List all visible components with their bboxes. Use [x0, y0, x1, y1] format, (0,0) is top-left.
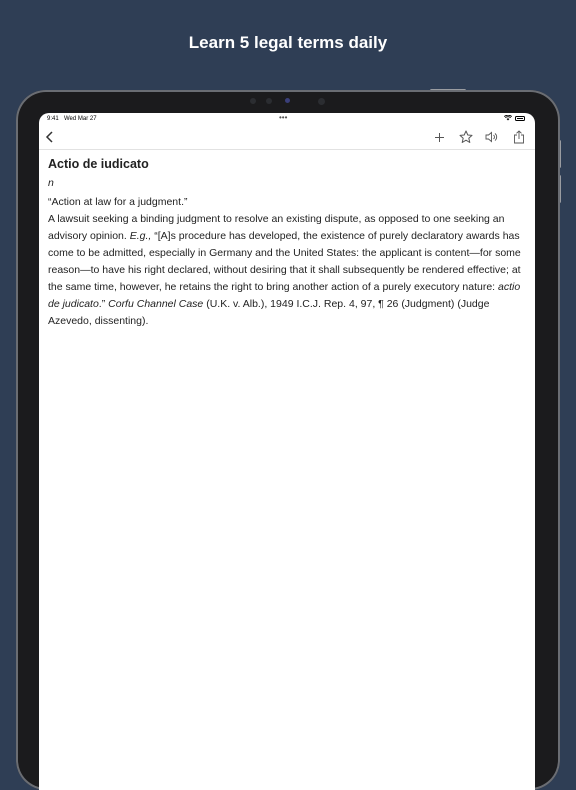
battery-icon [515, 116, 525, 121]
case-name: Corfu Channel Case [108, 298, 204, 310]
entry-content [39, 150, 535, 330]
sensor-dot [318, 98, 325, 105]
body-text-segment: “[A]s procedure has developed, the existence of purely declaratory awards has come to be admitted, especially in Germany and the United States: the applicant is content—for some reason—to have his right declared, without desiring that it shall subsequently be rendered effective; at the same time, however, he retains the right to bring another action of a purely executory nature: [48, 230, 521, 293]
entry-definition: “Action at law for a judgment.” [48, 196, 188, 208]
italic-term: actio de judicato [48, 281, 521, 310]
tablet-frame [16, 90, 560, 790]
share-icon [513, 130, 525, 144]
body-text-segment: .” [98, 298, 109, 310]
sensor-dot [250, 98, 256, 104]
star-outline-icon [459, 130, 473, 144]
back-button[interactable] [39, 127, 61, 147]
sensor-dot [266, 98, 272, 104]
part-of-speech: n [48, 177, 54, 189]
entry-body [48, 211, 526, 330]
multitasking-dots[interactable]: ••• [279, 113, 288, 122]
pronounce-button[interactable] [481, 127, 503, 147]
camera-lens [285, 98, 290, 103]
entry-term: Actio de iudicato [48, 157, 149, 171]
status-date: Wed Mar 27 [64, 116, 97, 122]
body-text-segment: (U.K. v. Alb.), 1949 I.C.J. Rep. 4, 97, ¶ 26 (Judgment) (Judge Azevedo, dissenting). [48, 298, 490, 327]
example-marker: E.g., [129, 230, 152, 242]
speaker-icon [485, 131, 499, 143]
share-button[interactable] [508, 127, 530, 147]
app-screen [39, 113, 535, 790]
plus-icon [434, 132, 445, 143]
status-time: 9:41 [47, 116, 59, 122]
body-text-segment: A lawsuit seeking a binding judgment to resolve an existing dispute, as opposed to one seeking an advisory opinion. [48, 213, 505, 242]
wifi-icon [504, 115, 512, 123]
add-button[interactable] [428, 127, 450, 147]
promo-headline: Learn 5 legal terms daily [188, 33, 388, 52]
status-bar [39, 113, 535, 125]
toolbar [39, 125, 535, 150]
chevron-left-icon [45, 131, 55, 143]
favorite-button[interactable] [455, 127, 477, 147]
